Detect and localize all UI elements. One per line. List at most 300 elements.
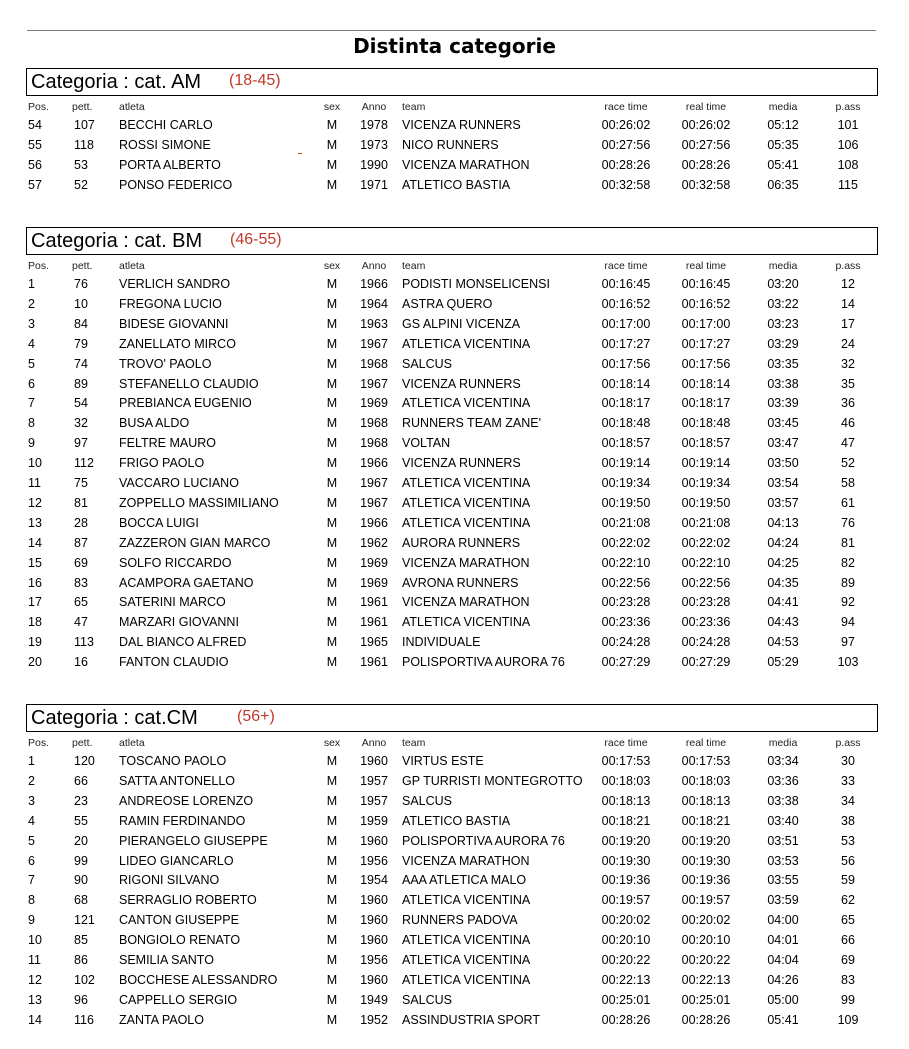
- team-cell: VICENZA RUNNERS: [402, 118, 521, 132]
- sex-cell: M: [326, 773, 338, 788]
- sex-cell: M: [326, 992, 338, 1007]
- column-header-pass: p.ass: [835, 737, 861, 749]
- anno-cell: 1968: [360, 356, 388, 371]
- anno-cell: 1961: [360, 615, 388, 630]
- top-divider: [27, 30, 876, 31]
- sex-cell: M: [326, 1012, 338, 1027]
- pett-cell: 96: [74, 992, 88, 1007]
- race-time-cell: 00:25:01: [601, 992, 651, 1007]
- pass-cell: 46: [841, 416, 855, 431]
- pos-cell: 1: [28, 754, 35, 768]
- sex-cell: M: [326, 177, 338, 192]
- category-title: Categoria : cat. BM: [31, 230, 203, 252]
- pos-cell: 18: [28, 615, 42, 630]
- pett-cell: 107: [74, 118, 95, 132]
- pos-cell: 4: [28, 336, 35, 351]
- pass-cell: 106: [837, 137, 859, 152]
- pos-cell: 5: [28, 356, 35, 371]
- real-time-cell: 00:22:56: [681, 575, 731, 590]
- table-row: [0, 496, 909, 516]
- pass-cell: 56: [841, 853, 855, 868]
- table-row: [0, 655, 909, 675]
- anno-cell: 1949: [360, 992, 388, 1007]
- team-cell: VICENZA MARATHON: [402, 595, 530, 610]
- column-header-real-time: real time: [685, 260, 727, 272]
- sex-cell: M: [326, 137, 338, 152]
- pett-cell: 20: [74, 833, 88, 848]
- anno-cell: 1967: [360, 336, 388, 351]
- anno-cell: 1969: [360, 396, 388, 411]
- pett-cell: 113: [74, 635, 94, 650]
- anno-cell: 1968: [360, 436, 388, 451]
- race-time-cell: 00:16:52: [601, 296, 651, 311]
- real-time-cell: 00:22:02: [681, 535, 731, 550]
- table-row: [0, 317, 909, 337]
- column-header-pass: p.ass: [835, 260, 861, 272]
- race-time-cell: 00:26:02: [601, 118, 651, 132]
- pett-cell: 99: [74, 853, 88, 868]
- real-time-cell: 00:19:20: [681, 833, 731, 848]
- sex-cell: M: [326, 853, 338, 868]
- pass-cell: 38: [841, 813, 855, 828]
- pett-cell: 16: [74, 655, 88, 670]
- race-time-cell: 00:19:50: [601, 495, 651, 510]
- atleta-cell: BIDESE GIOVANNI: [119, 316, 229, 331]
- table-row: [0, 396, 909, 416]
- table-row: [0, 635, 909, 655]
- table-row: [0, 913, 909, 933]
- media-cell: 04:53: [767, 635, 799, 650]
- column-header-pett: pett.: [72, 101, 93, 113]
- pos-cell: 8: [28, 416, 35, 431]
- race-time-cell: 00:24:28: [601, 635, 651, 650]
- real-time-cell: 00:18:17: [681, 396, 731, 411]
- anno-cell: 1964: [360, 296, 388, 311]
- team-cell: VICENZA RUNNERS: [402, 376, 521, 391]
- sex-cell: M: [326, 157, 338, 172]
- anno-cell: 1960: [360, 933, 388, 948]
- column-header-anno: Anno: [361, 737, 387, 749]
- team-cell: ATLETICA VICENTINA: [402, 396, 531, 411]
- sex-cell: M: [326, 436, 338, 451]
- column-header-atleta: atleta: [119, 260, 145, 272]
- category-header-box: [26, 68, 878, 96]
- pass-cell: 14: [841, 296, 855, 311]
- pett-cell: 52: [74, 177, 88, 192]
- team-cell: VICENZA MARATHON: [402, 853, 530, 868]
- sex-cell: M: [326, 873, 338, 888]
- atleta-cell: VACCARO LUCIANO: [119, 476, 239, 490]
- table-row: [0, 118, 909, 138]
- real-time-cell: 00:19:34: [681, 476, 731, 490]
- table-row: [0, 794, 909, 814]
- real-time-cell: 00:19:50: [681, 495, 731, 510]
- pos-cell: 14: [28, 535, 42, 550]
- stray-mark: [298, 153, 302, 154]
- category-title: Categoria : cat. AM: [31, 71, 202, 93]
- media-cell: 03:35: [767, 356, 799, 371]
- atleta-cell: BOCCHESE ALESSANDRO: [119, 972, 278, 987]
- pett-cell: 68: [74, 893, 88, 908]
- pos-cell: 57: [28, 177, 42, 192]
- column-header-sex: sex: [323, 101, 341, 113]
- table-row: [0, 774, 909, 794]
- media-cell: 03:34: [767, 754, 799, 768]
- pos-cell: 55: [28, 137, 42, 152]
- anno-cell: 1960: [360, 913, 388, 928]
- atleta-cell: FANTON CLAUDIO: [119, 655, 229, 670]
- race-time-cell: 00:28:26: [601, 157, 651, 172]
- pett-cell: 120: [74, 754, 95, 768]
- pass-cell: 89: [841, 575, 855, 590]
- atleta-cell: BONGIOLO RENATO: [119, 933, 241, 948]
- pass-cell: 81: [841, 535, 855, 550]
- sex-cell: M: [326, 277, 338, 291]
- pass-cell: 103: [837, 655, 859, 670]
- media-cell: 03:39: [767, 396, 799, 411]
- table-row: [0, 893, 909, 913]
- race-time-cell: 00:17:00: [601, 316, 651, 331]
- pett-cell: 79: [74, 336, 88, 351]
- atleta-cell: LIDEO GIANCARLO: [119, 853, 234, 868]
- race-time-cell: 00:32:58: [601, 177, 651, 192]
- atleta-cell: BUSA ALDO: [119, 416, 190, 431]
- category-age-range: (56+): [237, 708, 275, 725]
- atleta-cell: PREBIANCA EUGENIO: [119, 396, 252, 411]
- media-cell: 04:01: [767, 933, 799, 948]
- media-cell: 03:38: [767, 793, 799, 808]
- pass-cell: 58: [841, 476, 855, 490]
- real-time-cell: 00:27:29: [681, 655, 731, 670]
- sex-cell: M: [326, 972, 338, 987]
- column-header-pett: pett.: [72, 737, 93, 749]
- race-time-cell: 00:19:34: [601, 476, 651, 490]
- column-header-sex: sex: [323, 737, 341, 749]
- anno-cell: 1952: [360, 1012, 388, 1027]
- pett-cell: 32: [74, 416, 88, 431]
- pos-cell: 13: [28, 515, 42, 530]
- column-header-atleta: atleta: [119, 737, 145, 749]
- race-time-cell: 00:22:02: [601, 535, 651, 550]
- atleta-cell: STEFANELLO CLAUDIO: [119, 376, 259, 391]
- column-header-team: team: [402, 737, 426, 749]
- media-cell: 04:25: [767, 555, 799, 570]
- column-header-pos: Pos.: [28, 737, 50, 749]
- sex-cell: M: [326, 635, 338, 650]
- atleta-cell: SATERINI MARCO: [119, 595, 226, 610]
- pett-cell: 90: [74, 873, 88, 888]
- anno-cell: 1967: [360, 495, 388, 510]
- atleta-cell: ZOPPELLO MASSIMILIANO: [119, 495, 279, 510]
- anno-cell: 1963: [360, 316, 388, 331]
- pett-cell: 47: [74, 615, 88, 630]
- pos-cell: 3: [28, 793, 35, 808]
- real-time-cell: 00:18:21: [681, 813, 731, 828]
- team-cell: ATLETICA VICENTINA: [402, 495, 531, 510]
- table-row: [0, 814, 909, 834]
- sex-cell: M: [326, 376, 338, 391]
- pos-cell: 6: [28, 376, 35, 391]
- pos-cell: 4: [28, 813, 35, 828]
- category-age-range: (46-55): [230, 231, 282, 248]
- pos-cell: 15: [28, 555, 42, 570]
- pass-cell: 35: [841, 376, 855, 391]
- sex-cell: M: [326, 913, 338, 928]
- anno-cell: 1960: [360, 833, 388, 848]
- pett-cell: 86: [74, 953, 88, 967]
- pass-cell: 59: [841, 873, 855, 888]
- atleta-cell: ZAZZERON GIAN MARCO: [119, 535, 271, 550]
- pos-cell: 12: [28, 972, 42, 987]
- race-time-cell: 00:16:45: [601, 277, 651, 291]
- pett-cell: 116: [74, 1012, 94, 1027]
- anno-cell: 1969: [360, 555, 388, 570]
- real-time-cell: 00:18:14: [681, 376, 731, 391]
- atleta-cell: ACAMPORA GAETANO: [119, 575, 254, 590]
- media-cell: 03:38: [767, 376, 799, 391]
- pett-cell: 69: [74, 555, 88, 570]
- pos-cell: 12: [28, 495, 42, 510]
- column-header-media: media: [768, 101, 798, 113]
- team-cell: GS ALPINI VICENZA: [402, 316, 521, 331]
- anno-cell: 1961: [360, 595, 388, 610]
- pass-cell: 99: [841, 992, 855, 1007]
- real-time-cell: 00:25:01: [681, 992, 731, 1007]
- real-time-cell: 00:21:08: [681, 515, 731, 530]
- race-time-cell: 00:19:14: [601, 456, 651, 471]
- pos-cell: 2: [28, 296, 35, 311]
- pass-cell: 62: [841, 893, 855, 908]
- pos-cell: 11: [28, 476, 41, 490]
- sex-cell: M: [326, 555, 338, 570]
- atleta-cell: PONSO FEDERICO: [119, 177, 233, 192]
- column-header-pos: Pos.: [28, 260, 50, 272]
- column-header-sex: sex: [323, 260, 341, 272]
- anno-cell: 1966: [360, 456, 388, 471]
- pos-cell: 10: [28, 933, 42, 948]
- pos-cell: 13: [28, 992, 42, 1007]
- sex-cell: M: [326, 615, 338, 630]
- race-time-cell: 00:21:08: [601, 515, 651, 530]
- sex-cell: M: [326, 515, 338, 530]
- pett-cell: 76: [74, 277, 88, 291]
- race-time-cell: 00:19:20: [601, 833, 651, 848]
- team-cell: ATLETICA VICENTINA: [402, 615, 531, 630]
- sex-cell: M: [326, 495, 338, 510]
- pos-cell: 56: [28, 157, 42, 172]
- team-cell: ATLETICA VICENTINA: [402, 933, 531, 948]
- pos-cell: 10: [28, 456, 42, 471]
- team-cell: ATLETICO BASTIA: [402, 177, 511, 192]
- pett-cell: 97: [74, 436, 88, 451]
- table-row: [0, 973, 909, 993]
- pass-cell: 61: [841, 495, 855, 510]
- pos-cell: 14: [28, 1012, 42, 1027]
- race-time-cell: 00:22:13: [601, 972, 651, 987]
- sex-cell: M: [326, 476, 338, 490]
- column-header-anno: Anno: [361, 101, 387, 113]
- pos-cell: 19: [28, 635, 42, 650]
- media-cell: 03:50: [767, 456, 799, 471]
- anno-cell: 1969: [360, 575, 388, 590]
- anno-cell: 1960: [360, 972, 388, 987]
- real-time-cell: 00:18:57: [681, 436, 731, 451]
- team-cell: AVRONA RUNNERS: [402, 575, 519, 590]
- atleta-cell: TROVO' PAOLO: [119, 356, 212, 371]
- pett-cell: 89: [74, 376, 88, 391]
- team-cell: AAA ATLETICA MALO: [402, 873, 527, 888]
- media-cell: 03:29: [767, 336, 799, 351]
- sex-cell: M: [326, 575, 338, 590]
- pos-cell: 2: [28, 773, 35, 788]
- table-row: [0, 933, 909, 953]
- race-time-cell: 00:18:21: [601, 813, 651, 828]
- pass-cell: 76: [841, 515, 855, 530]
- media-cell: 03:22: [767, 296, 799, 311]
- media-cell: 04:00: [767, 913, 799, 928]
- table-row: [0, 953, 909, 973]
- pett-cell: 75: [74, 476, 88, 490]
- media-cell: 03:40: [767, 813, 799, 828]
- pass-cell: 52: [841, 456, 855, 471]
- sex-cell: M: [326, 953, 338, 967]
- media-cell: 03:45: [767, 416, 799, 431]
- pass-cell: 69: [841, 953, 855, 967]
- media-cell: 03:36: [767, 773, 799, 788]
- anno-cell: 1957: [360, 773, 388, 788]
- anno-cell: 1956: [360, 953, 388, 967]
- media-cell: 04:41: [767, 595, 799, 610]
- column-header-race-time: race time: [604, 737, 648, 749]
- media-cell: 05:35: [767, 137, 799, 152]
- atleta-cell: BECCHI CARLO: [119, 118, 213, 132]
- race-time-cell: 00:28:26: [601, 1012, 651, 1027]
- media-cell: 05:29: [767, 655, 799, 670]
- team-cell: POLISPORTIVA AURORA 76: [402, 833, 565, 848]
- pos-cell: 16: [28, 575, 42, 590]
- sex-cell: M: [326, 595, 338, 610]
- media-cell: 03:54: [767, 476, 799, 490]
- race-time-cell: 00:17:53: [601, 754, 651, 768]
- category-title: Categoria : cat.CM: [31, 707, 198, 729]
- atleta-cell: TOSCANO PAOLO: [119, 754, 227, 768]
- anno-cell: 1978: [360, 118, 388, 132]
- table-row: [0, 357, 909, 377]
- anno-cell: 1990: [360, 157, 388, 172]
- table-row: [0, 456, 909, 476]
- media-cell: 05:41: [767, 157, 799, 172]
- pass-cell: 33: [841, 773, 855, 788]
- atleta-cell: VERLICH SANDRO: [119, 277, 231, 291]
- race-time-cell: 00:18:14: [601, 376, 651, 391]
- pass-cell: 30: [841, 754, 855, 768]
- pos-cell: 6: [28, 853, 35, 868]
- real-time-cell: 00:20:02: [681, 913, 731, 928]
- race-time-cell: 00:18:03: [601, 773, 651, 788]
- race-time-cell: 00:23:36: [601, 615, 651, 630]
- table-row: [0, 556, 909, 576]
- pett-cell: 54: [74, 396, 88, 411]
- pett-cell: 112: [74, 456, 94, 471]
- race-time-cell: 00:20:10: [601, 933, 651, 948]
- column-header-anno: Anno: [361, 260, 387, 272]
- team-cell: AURORA RUNNERS: [402, 535, 521, 550]
- team-cell: ATLETICA VICENTINA: [402, 953, 531, 967]
- pos-cell: 17: [28, 595, 42, 610]
- team-cell: RUNNERS TEAM ZANE': [402, 416, 541, 431]
- sex-cell: M: [326, 754, 338, 768]
- column-header-pett: pett.: [72, 260, 93, 272]
- team-cell: ASSINDUSTRIA SPORT: [402, 1012, 540, 1027]
- anno-cell: 1967: [360, 476, 388, 490]
- team-cell: ATLETICA VICENTINA: [402, 972, 531, 987]
- pos-cell: 7: [28, 396, 35, 411]
- race-time-cell: 00:18:17: [601, 396, 651, 411]
- real-time-cell: 00:18:03: [681, 773, 731, 788]
- table-row: [0, 754, 909, 774]
- pass-cell: 12: [841, 277, 855, 291]
- pett-cell: 28: [74, 515, 88, 530]
- team-cell: SALCUS: [402, 992, 453, 1007]
- team-cell: ATLETICA VICENTINA: [402, 336, 531, 351]
- atleta-cell: RIGONI SILVANO: [119, 873, 220, 888]
- pett-cell: 66: [74, 773, 88, 788]
- pett-cell: 65: [74, 595, 88, 610]
- sex-cell: M: [326, 316, 338, 331]
- pett-cell: 118: [74, 137, 94, 152]
- media-cell: 04:43: [767, 615, 799, 630]
- anno-cell: 1968: [360, 416, 388, 431]
- sex-cell: M: [326, 416, 338, 431]
- atleta-cell: FREGONA LUCIO: [119, 296, 222, 311]
- pass-cell: 94: [841, 615, 855, 630]
- atleta-cell: SERRAGLIO ROBERTO: [119, 893, 257, 908]
- category-header-box: [26, 227, 878, 255]
- atleta-cell: SATTA ANTONELLO: [119, 773, 236, 788]
- table-row: [0, 416, 909, 436]
- pos-cell: 1: [28, 277, 35, 291]
- pos-cell: 7: [28, 873, 35, 888]
- sex-cell: M: [326, 793, 338, 808]
- team-cell: ASTRA QUERO: [402, 296, 493, 311]
- anno-cell: 1965: [360, 635, 388, 650]
- table-row: [0, 337, 909, 357]
- real-time-cell: 00:17:56: [681, 356, 731, 371]
- sex-cell: M: [326, 833, 338, 848]
- atleta-cell: CANTON GIUSEPPE: [119, 913, 239, 928]
- pos-cell: 3: [28, 316, 35, 331]
- pass-cell: 24: [841, 336, 855, 351]
- race-time-cell: 00:17:56: [601, 356, 651, 371]
- anno-cell: 1960: [360, 893, 388, 908]
- race-time-cell: 00:18:57: [601, 436, 651, 451]
- team-cell: RUNNERS PADOVA: [402, 913, 518, 928]
- media-cell: 03:20: [767, 277, 799, 291]
- race-time-cell: 00:20:02: [601, 913, 651, 928]
- real-time-cell: 00:17:53: [681, 754, 731, 768]
- pass-cell: 47: [841, 436, 855, 451]
- media-cell: 04:26: [767, 972, 799, 987]
- pass-cell: 101: [837, 118, 859, 132]
- race-time-cell: 00:19:36: [601, 873, 651, 888]
- sex-cell: M: [326, 655, 338, 670]
- real-time-cell: 00:19:36: [681, 873, 731, 888]
- pass-cell: 17: [841, 316, 855, 331]
- table-row: [0, 297, 909, 317]
- atleta-cell: BOCCA LUIGI: [119, 515, 199, 530]
- atleta-cell: SOLFO RICCARDO: [119, 555, 232, 570]
- pass-cell: 109: [837, 1012, 859, 1027]
